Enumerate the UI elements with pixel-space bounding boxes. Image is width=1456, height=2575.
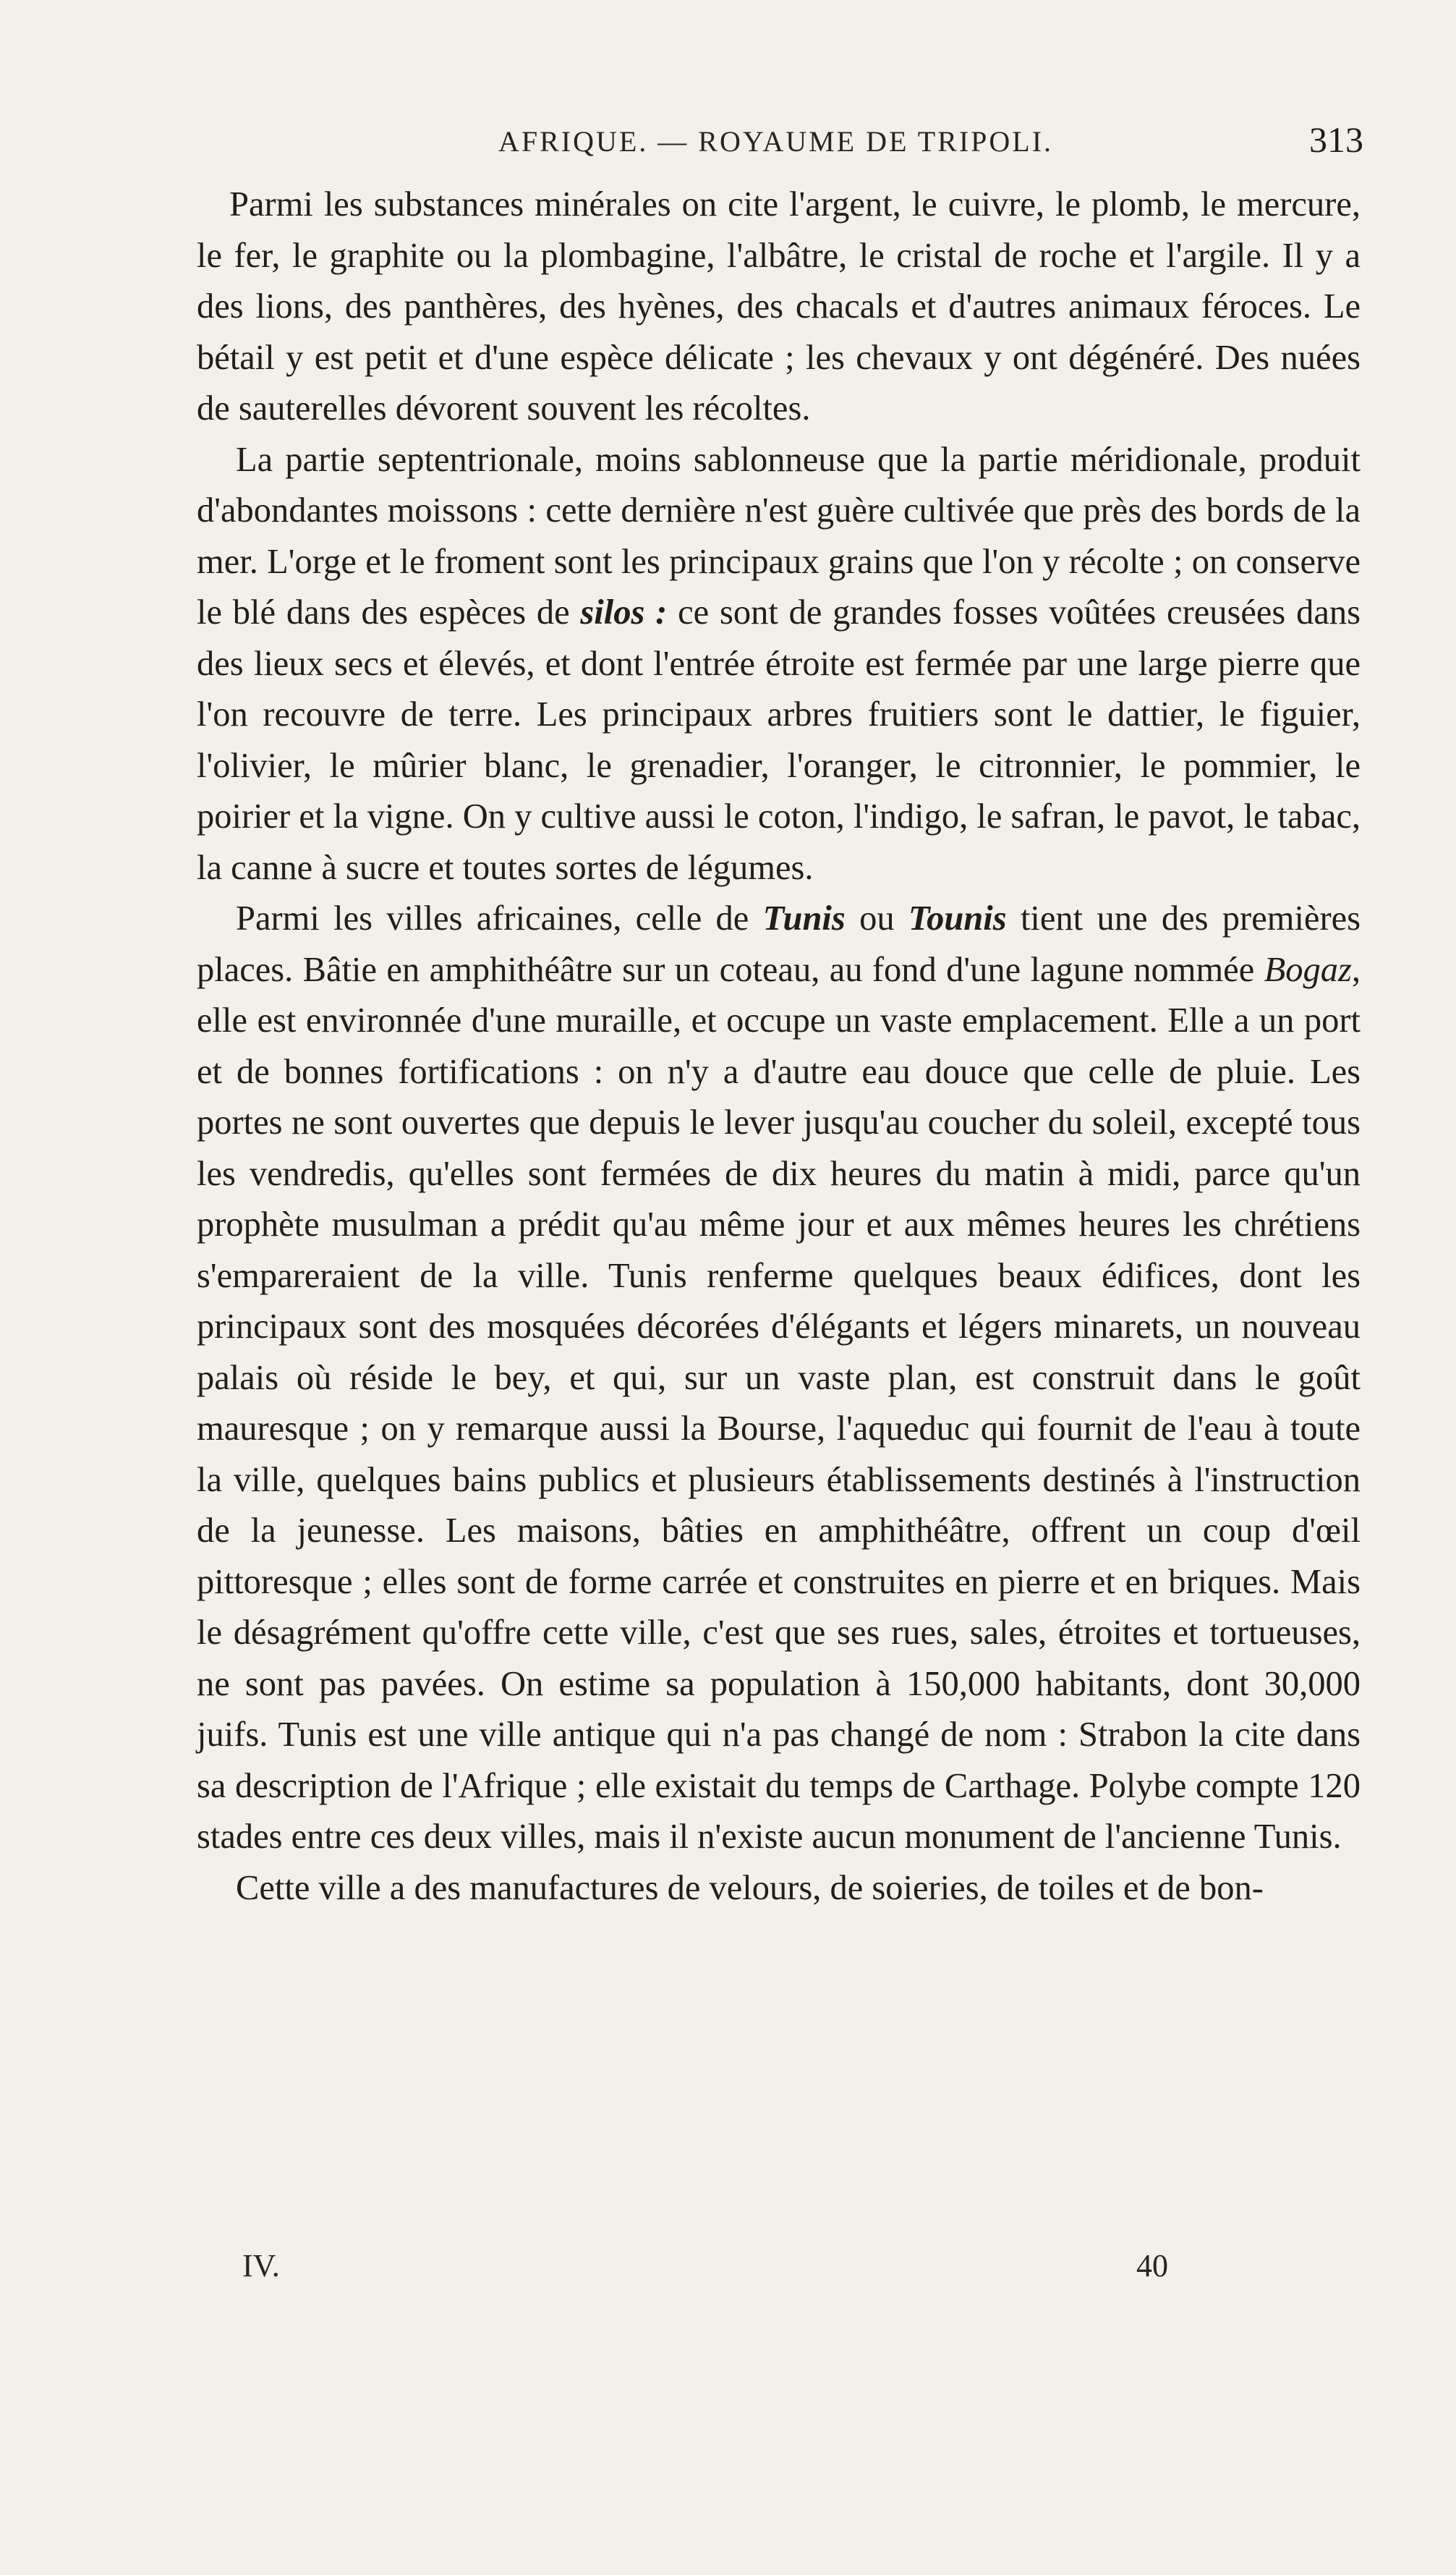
paragraph-text: Parmi les substances minérales on cite l'argent, le cuivre, le plomb, le mercure, le fer, le graphite ou la plombagine, l'albâtre, le cristal de roche et l'argile. Il y a des lions, des panthères, des hyènes, des chacals et d'autres animaux féroces. Le bétail y est petit et d'une espèce délicate ; les chevaux y ont dégénéré. Des nuées de sauterelles dévorent souvent les récoltes. bbox=[197, 185, 1361, 428]
paragraph-manufactures bbox=[197, 1863, 1361, 1914]
paragraph-text: tient une des premières places. Bâtie en amphithéâtre sur un coteau, au fond d'une lagune nommée bbox=[197, 899, 1361, 989]
paragraph-text: ou bbox=[845, 899, 908, 938]
sheet-number: 40 bbox=[1136, 2248, 1168, 2283]
emphasis-tounis: Tounis bbox=[908, 899, 1007, 938]
paragraph-text: La partie septentrionale, moins sablonneuse que la partie méridionale, produit d'abondantes moissons : cette dernière n'est guère cultivée que près des bords de la mer. L'orge et le froment sont les principaux grains que l'on y récolte ; on conserve le blé dans des espèces de bbox=[197, 440, 1361, 632]
running-title: AFRIQUE. — ROYAUME DE TRIPOLI. bbox=[498, 125, 1054, 158]
page-footer bbox=[242, 2247, 1168, 2291]
paragraph-minerals-fauna bbox=[197, 179, 1361, 435]
paragraph-agriculture bbox=[197, 435, 1361, 894]
paragraph-text: Cette ville a des manufactures de velours, de soieries, de toiles et de bon- bbox=[236, 1868, 1264, 1907]
emphasis-silos: silos : bbox=[580, 593, 668, 632]
page-number: 313 bbox=[1309, 119, 1363, 160]
emphasis-tunis: Tunis bbox=[762, 899, 846, 938]
signature-mark: IV. bbox=[242, 2248, 280, 2283]
page-header bbox=[188, 119, 1363, 169]
paragraph-tunis bbox=[197, 894, 1361, 1863]
paragraph-text: Parmi les villes africaines, celle de bbox=[236, 899, 763, 938]
body-text bbox=[197, 179, 1361, 1914]
paragraph-text: ce sont de grandes fosses voûtées creusées dans des lieux secs et élevés, et dont l'entrée étroite est fermée par une large pierre que l'on recouvre de terre. Les principaux arbres fruitiers sont le dattier, le figuier, l'olivier, le mûrier blanc, le grenadier, l'oranger, le citronnier, le pommier, le poirier et la vigne. On y cultive aussi le coton, l'indigo, le safran, le pavot, le tabac, la canne à sucre et toutes sortes de légumes. bbox=[197, 593, 1361, 887]
paragraph-text: , elle est environnée d'une muraille, et occupe un vaste emplacement. Elle a un port et de bonnes fortifications : on n'y a d'autre eau douce que celle de pluie. Les portes ne sont ouvertes que depuis le lever jusqu'au coucher du soleil, excepté tous les vendredis, qu'elles sont fermées de dix heures du matin à midi, parce qu'un prophète musulman a prédit qu'au même jour et aux mêmes heures les chrétiens s'empareraient de la ville. Tunis renferme quelques beaux édifices, dont les principaux sont des mosquées décorées d'élégants et légers minarets, un nouveau palais où réside le bey, et qui, sur un vaste plan, est construit dans le goût mauresque ; on y remarque aussi la Bourse, l'aqueduc qui fournit de l'eau à toute la ville, quelques bains publics et plusieurs établissements destinés à l'instruction de la jeunesse. Les maisons, bâties en amphithéâtre, offrent un coup d'œil pittoresque ; elles sont de forme carrée et construites en pierre et en briques. Mais le désagrément qu'offre cette ville, c'est que ses rues, sales, étroites et tortueuses, ne sont pas pavées. On estime sa population à 150,000 habitants, dont 30,000 juifs. Tunis est une ville antique qui n'a pas changé de nom : Strabon la cite dans sa description de l'Afrique ; elle existait du temps de Carthage. Polybe compte 120 stades entre ces deux villes, mais il n'existe aucun monument de l'ancienne Tunis. bbox=[197, 950, 1361, 1856]
emphasis-bogaz: Bogaz bbox=[1264, 950, 1352, 989]
